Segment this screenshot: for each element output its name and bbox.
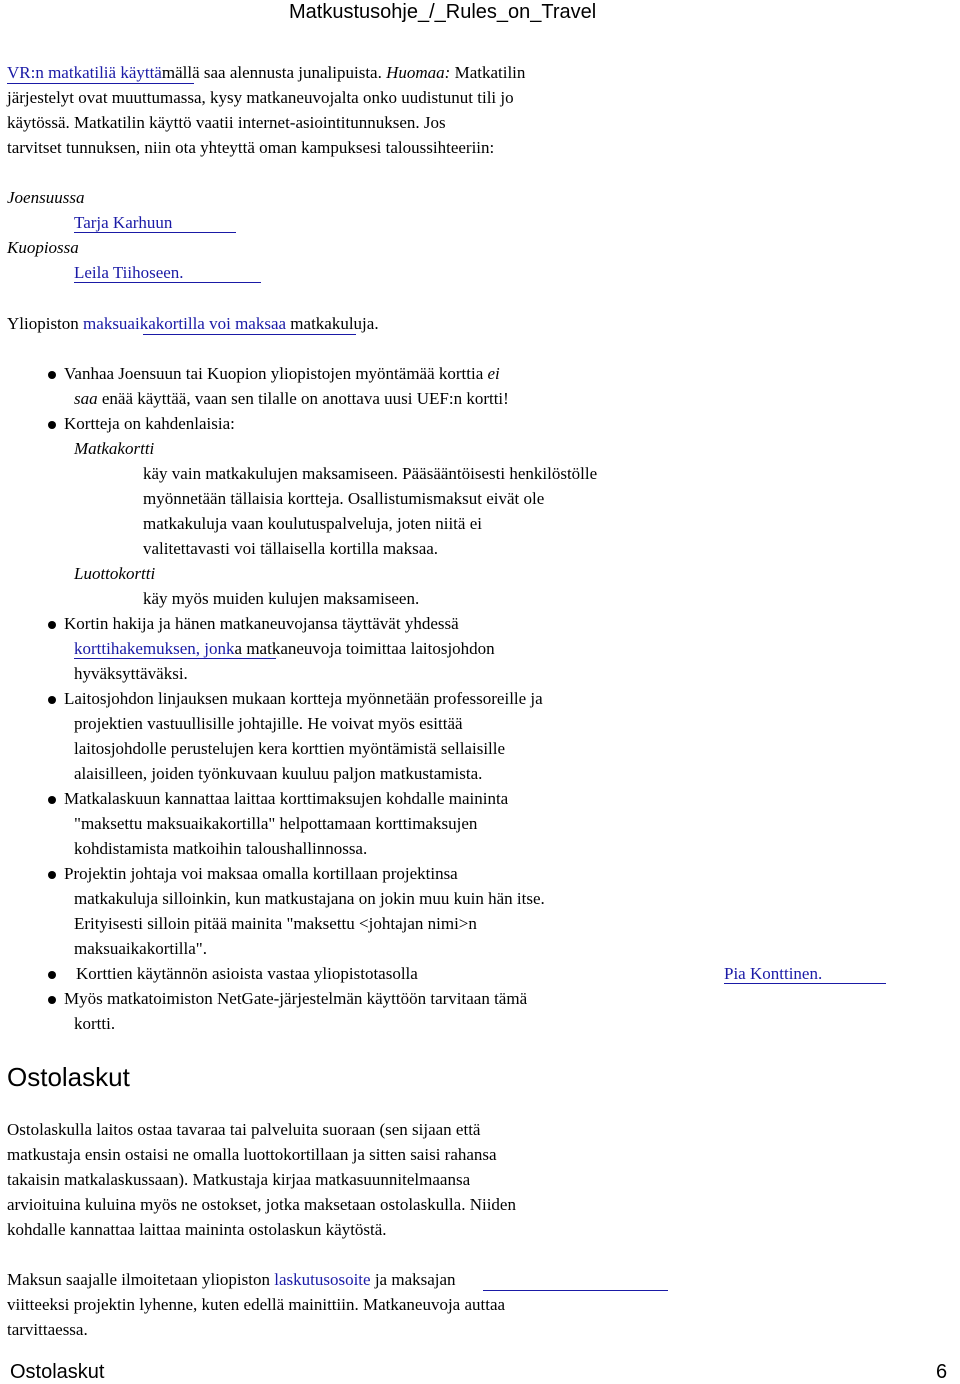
matkakortti-def-2: myönnetään tällaisia kortteja. Osallistumismaksut eivät ole <box>143 489 545 508</box>
link-underline <box>724 983 886 984</box>
card-text: matkakuluja. <box>290 314 379 333</box>
ostolasku-para-line-4: arvioituina kuluina myös ne ostokset, jotka maksetaan ostolaskulla. Niiden <box>7 1195 516 1214</box>
note-label: Huomaa: <box>386 63 451 82</box>
intro-line-4: tarvitset tunnuksen, niin ota yhteyttä oman kampuksesi taloussihteeriin: <box>7 138 495 157</box>
page-header-title: Matkustusohje_/_Rules_on_Travel <box>289 1 597 23</box>
joensuu-label: Joensuussa <box>7 188 85 207</box>
bullet-text-emphasis: saa <box>74 389 98 408</box>
link-underline <box>74 658 276 659</box>
bullet-text: enää käyttää, vaan sen tilalle on anottava uusi UEF:n kortti! <box>97 389 509 408</box>
bullet-icon <box>48 971 56 979</box>
bullet-4-line-3: laitosjohdolle perustelujen kera korttien myöntämistä sellaisille <box>74 739 506 758</box>
bullet-4-line-1: Laitosjohdon linjauksen mukaan kortteja myönnetään professoreille ja <box>64 689 543 708</box>
bullet-8-line-2: kortti. <box>74 1014 116 1033</box>
luottokortti-def: käy myös muiden kulujen maksamiseen. <box>143 589 420 608</box>
matkakortti-def-1: käy vain matkakulujen maksamiseen. Pääsääntöisesti henkilöstölle <box>143 464 598 483</box>
bullet-1-line-1 <box>64 363 500 385</box>
intro-line-2: järjestelyt ovat muuttumassa, kysy matkaneuvojalta onko uudistunut tili jo <box>7 88 514 107</box>
bullet-icon <box>48 621 56 629</box>
payment-para-line-1 <box>7 1269 456 1291</box>
bullet-4-line-4: alaisilleen, joiden työnkuvaan kuuluu paljon matkustamista. <box>74 764 483 783</box>
link-underline <box>143 334 356 335</box>
footer-page-number: 6 <box>936 1361 948 1383</box>
ostolasku-para-line-5: kohdalle kannattaa laittaa maininta ostolaskun käytöstä. <box>7 1220 387 1239</box>
ostolasku-para-line-2: matkustaja ensin ostaisi ne omalla luottokortillaan ja sitten saisi rahansa <box>7 1145 497 1164</box>
matkakortti-def-4: valitettavasti voi tällaisella kortilla maksaa. <box>143 539 439 558</box>
bullet-6-line-2: matkakuluja silloinkin, kun matkustajana on jokin muu kuin hän itse. <box>74 889 545 908</box>
tarja-karhu-link[interactable]: Tarja Karhuun <box>74 213 173 232</box>
bullet-5-line-1: Matkalaskuun kannattaa laittaa korttimaksujen kohdalle maininta <box>64 789 509 808</box>
bullet-icon <box>48 371 56 379</box>
bullet-5-line-3: kohdistamista matkoihin taloushallinnossa. <box>74 839 368 858</box>
intro-text: mällä saa alennusta junalipuista. <box>161 63 387 82</box>
bullet-icon <box>48 996 56 1004</box>
intro-line-3: käytössä. Matkatilin käyttö vaatii internet-asiointitunnuksen. Jos <box>7 113 446 132</box>
bullet-4-line-2: projektien vastuullisille johtajille. He voivat myös esittää <box>74 714 463 733</box>
bullet-icon <box>48 871 56 879</box>
bullet-8-line-1: Myös matkatoimiston NetGate-järjestelmän käyttöön tarvitaan tämä <box>64 989 528 1008</box>
card-application-link[interactable]: korttihakemuksen, jonk <box>74 639 235 658</box>
payment-text: Maksun saajalle ilmoitetaan yliopiston <box>7 1270 275 1289</box>
card-text: Yliopiston <box>7 314 84 333</box>
bullet-icon <box>48 696 56 704</box>
matkakortti-def-3: matkakuluja vaan koulutuspalveluja, joten niitä ei <box>143 514 482 533</box>
bullet-icon <box>48 796 56 804</box>
bullet-7-line-1: Korttien käytännön asioista vastaa yliopistotasolla <box>76 964 418 983</box>
bullet-5-line-2: "maksettu maksuaikakortilla" helpottamaan korttimaksujen <box>74 814 478 833</box>
bullet-6-line-4: maksuaikakortilla". <box>74 939 207 958</box>
bullet-text: a matkaneuvoja toimittaa laitosjohdon <box>234 639 495 658</box>
payment-para-line-3: tarvittaessa. <box>7 1320 88 1339</box>
bullet-6-line-3: Erityisesti silloin pitää mainita "maksettu <johtajan nimi>n <box>74 914 477 933</box>
matkakortti-term: Matkakortti <box>74 439 155 458</box>
billing-address-link[interactable]: laskutusosoite <box>274 1270 371 1289</box>
ostolasku-para-line-3: takaisin matkalaskussaan). Matkustaja kirjaa matkasuunnitelmaansa <box>7 1170 471 1189</box>
link-underline <box>74 282 261 283</box>
bullet-3-line-2 <box>74 638 495 660</box>
link-underline <box>7 83 194 84</box>
intro-line-1 <box>7 62 525 84</box>
intro-text: Matkatilin <box>450 63 526 82</box>
bullet-6-line-1: Projektin johtaja voi maksaa omalla kortillaan projektinsa <box>64 864 458 883</box>
link-underline <box>74 232 236 233</box>
section-heading: Ostolaskut <box>7 1062 130 1092</box>
bullet-1-line-2 <box>74 388 509 410</box>
bullet-3-line-3: hyväksyttäväksi. <box>74 664 188 683</box>
bullet-text-emphasis: ei <box>487 364 500 383</box>
luottokortti-term: Luottokortti <box>74 564 156 583</box>
bullet-2-line-1: Kortteja on kahdenlaisia: <box>64 414 235 433</box>
vr-travel-account-link[interactable]: VR:n matkatiliä käyttä <box>7 63 162 82</box>
leila-tiihonen-link[interactable]: Leila Tiihoseen. <box>74 263 184 282</box>
kuopio-label: Kuopiossa <box>7 238 79 257</box>
pia-konttinen-link[interactable]: Pia Konttinen. <box>724 964 823 983</box>
ostolasku-para-line-1: Ostolaskulla laitos ostaa tavaraa tai palveluita suoraan (sen sijaan että <box>7 1120 481 1139</box>
bullet-icon <box>48 421 56 429</box>
card-payment-line <box>7 313 379 335</box>
footer-section-name: Ostolaskut <box>10 1361 105 1383</box>
link-underline <box>483 1290 668 1291</box>
payment-text: ja maksajan <box>370 1270 456 1289</box>
bullet-text: Vanhaa Joensuun tai Kuopion yliopistojen myöntämää korttia <box>64 364 488 383</box>
payment-card-link[interactable]: maksuaikakortilla voi maksaa <box>83 314 291 333</box>
payment-para-line-2: viitteeksi projektin lyhenne, kuten edellä mainittiin. Matkaneuvoja auttaa <box>7 1295 506 1314</box>
bullet-3-line-1: Kortin hakija ja hänen matkaneuvojansa täyttävät yhdessä <box>64 614 459 633</box>
